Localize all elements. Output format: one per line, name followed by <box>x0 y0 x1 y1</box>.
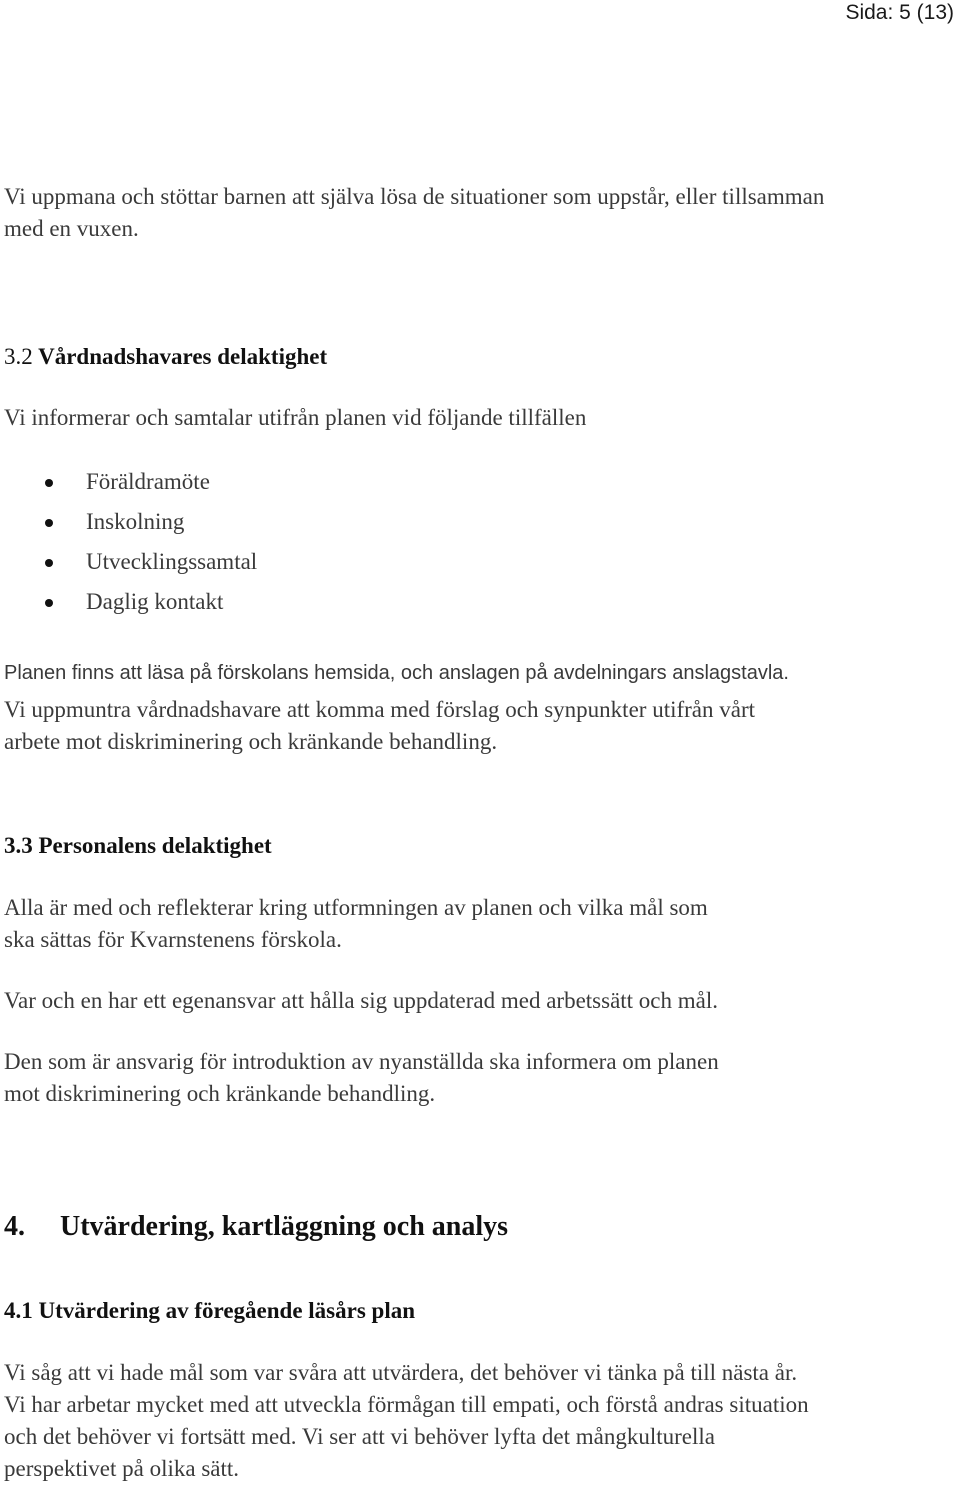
section-3-3-paragraph-1 <box>4 892 708 956</box>
section-4-1-line-1: Vi såg att vi hade mål som var svåra att utvärdera, det behöver vi tänka på till nästa år. <box>4 1360 798 1385</box>
list-item-label: Daglig kontakt <box>86 589 224 614</box>
intro-line-2: med en vuxen. <box>4 216 139 241</box>
list-item <box>0 506 257 546</box>
list-item-label: Föräldramöte <box>86 469 210 494</box>
list-item <box>0 546 257 586</box>
page-number: Sida: 5 (13) <box>845 1 954 24</box>
list-item-label: Utvecklingssamtal <box>86 549 258 574</box>
bullet-icon <box>45 519 53 527</box>
section-3-2-paragraph-2-line-2: arbete mot diskriminering och kränkande behandling. <box>4 729 498 754</box>
heading-3-3: 3.3 Personalens delaktighet <box>4 833 272 858</box>
section-3-2-paragraph-1: Planen finns att läsa på förskolans hemsida, och anslagen på avdelningars anslagstavla. <box>4 662 789 684</box>
intro-line-1: Vi uppmana och stöttar barnen att själva lösa de situationer som uppstår, eller tillsamman <box>4 184 825 209</box>
section-4-1-line-4: perspektivet på olika sätt. <box>4 1456 240 1481</box>
section-3-3-paragraph-1-line-1: Alla är med och reflekterar kring utformningen av planen och vilka mål som <box>4 895 708 920</box>
bullet-icon <box>45 479 53 487</box>
intro-paragraph <box>4 181 824 245</box>
heading-3-2-number: 3.2 <box>4 344 33 369</box>
heading-4 <box>4 1209 508 1245</box>
section-3-3-paragraph-3-line-1: Den som är ansvarig för introduktion av nyanställda ska informera om planen <box>4 1049 719 1074</box>
bullet-icon <box>45 559 53 567</box>
heading-3-2-title: Vårdnadshavares delaktighet <box>38 344 328 369</box>
list-item <box>0 466 257 506</box>
section-3-3-paragraph-3 <box>4 1046 719 1110</box>
section-3-3-paragraph-2: Var och en har ett egenansvar att hålla sig uppdaterad med arbetssätt och mål. <box>4 988 718 1013</box>
list-item-label: Inskolning <box>86 509 185 534</box>
section-3-3-paragraph-3-line-2: mot diskriminering och kränkande behandling. <box>4 1081 436 1106</box>
section-3-3-paragraph-1-line-2: ska sättas för Kvarnstenens förskola. <box>4 927 342 952</box>
occasions-list <box>0 466 257 626</box>
list-item <box>0 586 257 626</box>
section-3-2-lead: Vi informerar och samtalar utifrån planen vid följande tillfällen <box>4 405 587 430</box>
heading-3-2 <box>4 341 327 373</box>
bullet-icon <box>45 599 53 607</box>
heading-4-number: 4. <box>4 1211 25 1242</box>
section-4-1-paragraph <box>4 1357 809 1485</box>
heading-4-title: Utvärdering, kartläggning och analys <box>60 1211 509 1242</box>
section-4-1-line-3: och det behöver vi fortsätt med. Vi ser att vi behöver lyfta det mångkulturella <box>4 1424 715 1449</box>
heading-4-1: 4.1 Utvärdering av föregående läsårs plan <box>4 1298 416 1323</box>
section-3-2-paragraph-2 <box>4 694 755 758</box>
section-3-2-paragraph-2-line-1: Vi uppmuntra vårdnadshavare att komma med förslag och synpunkter utifrån vårt <box>4 697 756 722</box>
section-4-1-line-2: Vi har arbetar mycket med att utveckla förmågan till empati, och förstå andras situation <box>4 1392 809 1417</box>
